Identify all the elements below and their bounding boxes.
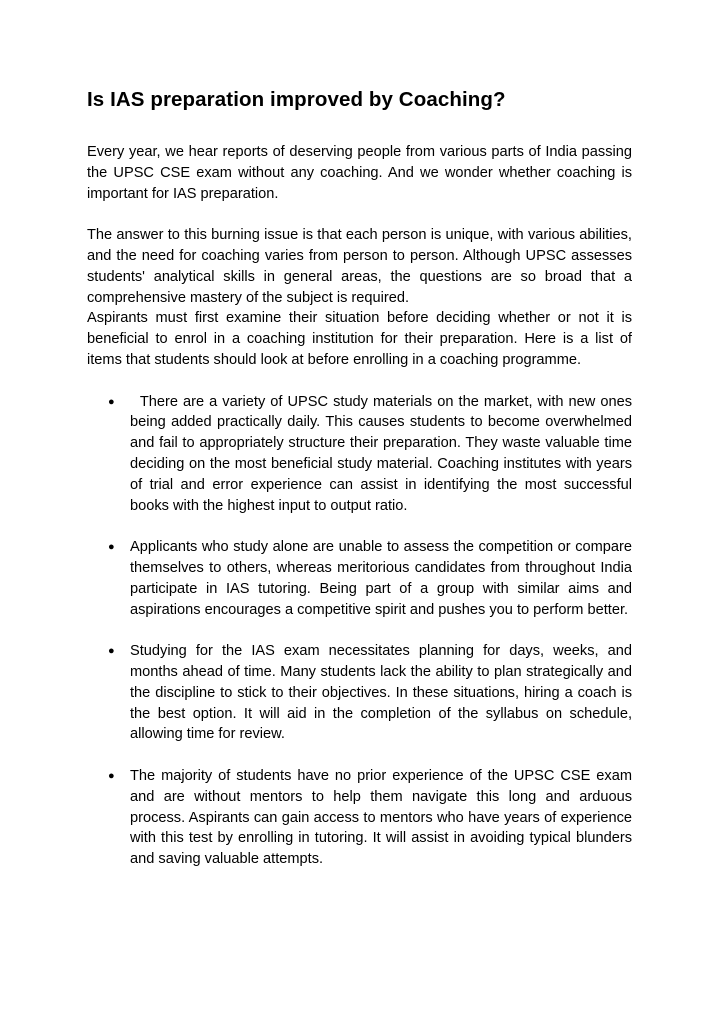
intro-paragraph: Every year, we hear reports of deserving people from various parts of India passing the UPSC CSE exam without any coaching. And we wonder whether coaching is important for IAS preparation. bbox=[87, 144, 632, 202]
bullet-icon: ● bbox=[108, 645, 115, 658]
list-item bbox=[87, 641, 632, 745]
reasons-list bbox=[87, 392, 632, 870]
list-item-text: The majority of students have no prior experience of the UPSC CSE exam and are without mentors to help them navigate this long and arduous process. Aspirants can gain access to mentors who have years of experience with this test by enrolling in tutoring. It will assist in avoiding typical blunders and saving valuable attempts. bbox=[130, 767, 632, 868]
list-item-text: Applicants who study alone are unable to assess the competition or compare themselves to others, whereas meritorious candidates from throughout India participate in IAS tutoring. Being part of a group with similar aims and aspirations encourages a competitive spirit and pushes you to perform better. bbox=[130, 539, 632, 618]
document-title: Is IAS preparation improved by Coaching? bbox=[87, 88, 506, 111]
list-item bbox=[87, 766, 632, 870]
list-item bbox=[87, 537, 632, 620]
answer-paragraph: The answer to this burning issue is that each person is unique, with various abilities, and the need for coaching varies from person to person. Although UPSC assesses students' analytical skills in general areas, the questions are so broad that a comprehensive mastery of the subject is required. bbox=[87, 227, 632, 306]
list-item-text: Studying for the IAS exam necessitates planning for days, weeks, and months ahead of time. Many students lack the ability to plan strategically and the discipline to stick to their objectives. In these situations, hiring a coach is the best option. It will aid in the completion of the syllabus on schedule, allowing time for review. bbox=[130, 643, 632, 743]
list-item bbox=[87, 392, 632, 517]
bullet-icon: ● bbox=[108, 541, 115, 554]
bullet-icon: ● bbox=[108, 769, 115, 782]
bullet-icon: ● bbox=[108, 395, 115, 408]
list-item-text: There are a variety of UPSC study materials on the market, with new ones being added practically daily. This causes students to become overwhelmed and fail to appropriately structure their preparation. They waste valuable time deciding on the most beneficial study material. Coaching institutes with years of trial and error experience can assist in identifying the most successful books with the highest input to output ratio. bbox=[130, 393, 632, 514]
aspirants-paragraph: Aspirants must first examine their situation before deciding whether or not it is beneficial to enrol in a coaching institution for their preparation. Here is a list of items that students should look at before enrolling in a coaching programme. bbox=[87, 310, 632, 368]
